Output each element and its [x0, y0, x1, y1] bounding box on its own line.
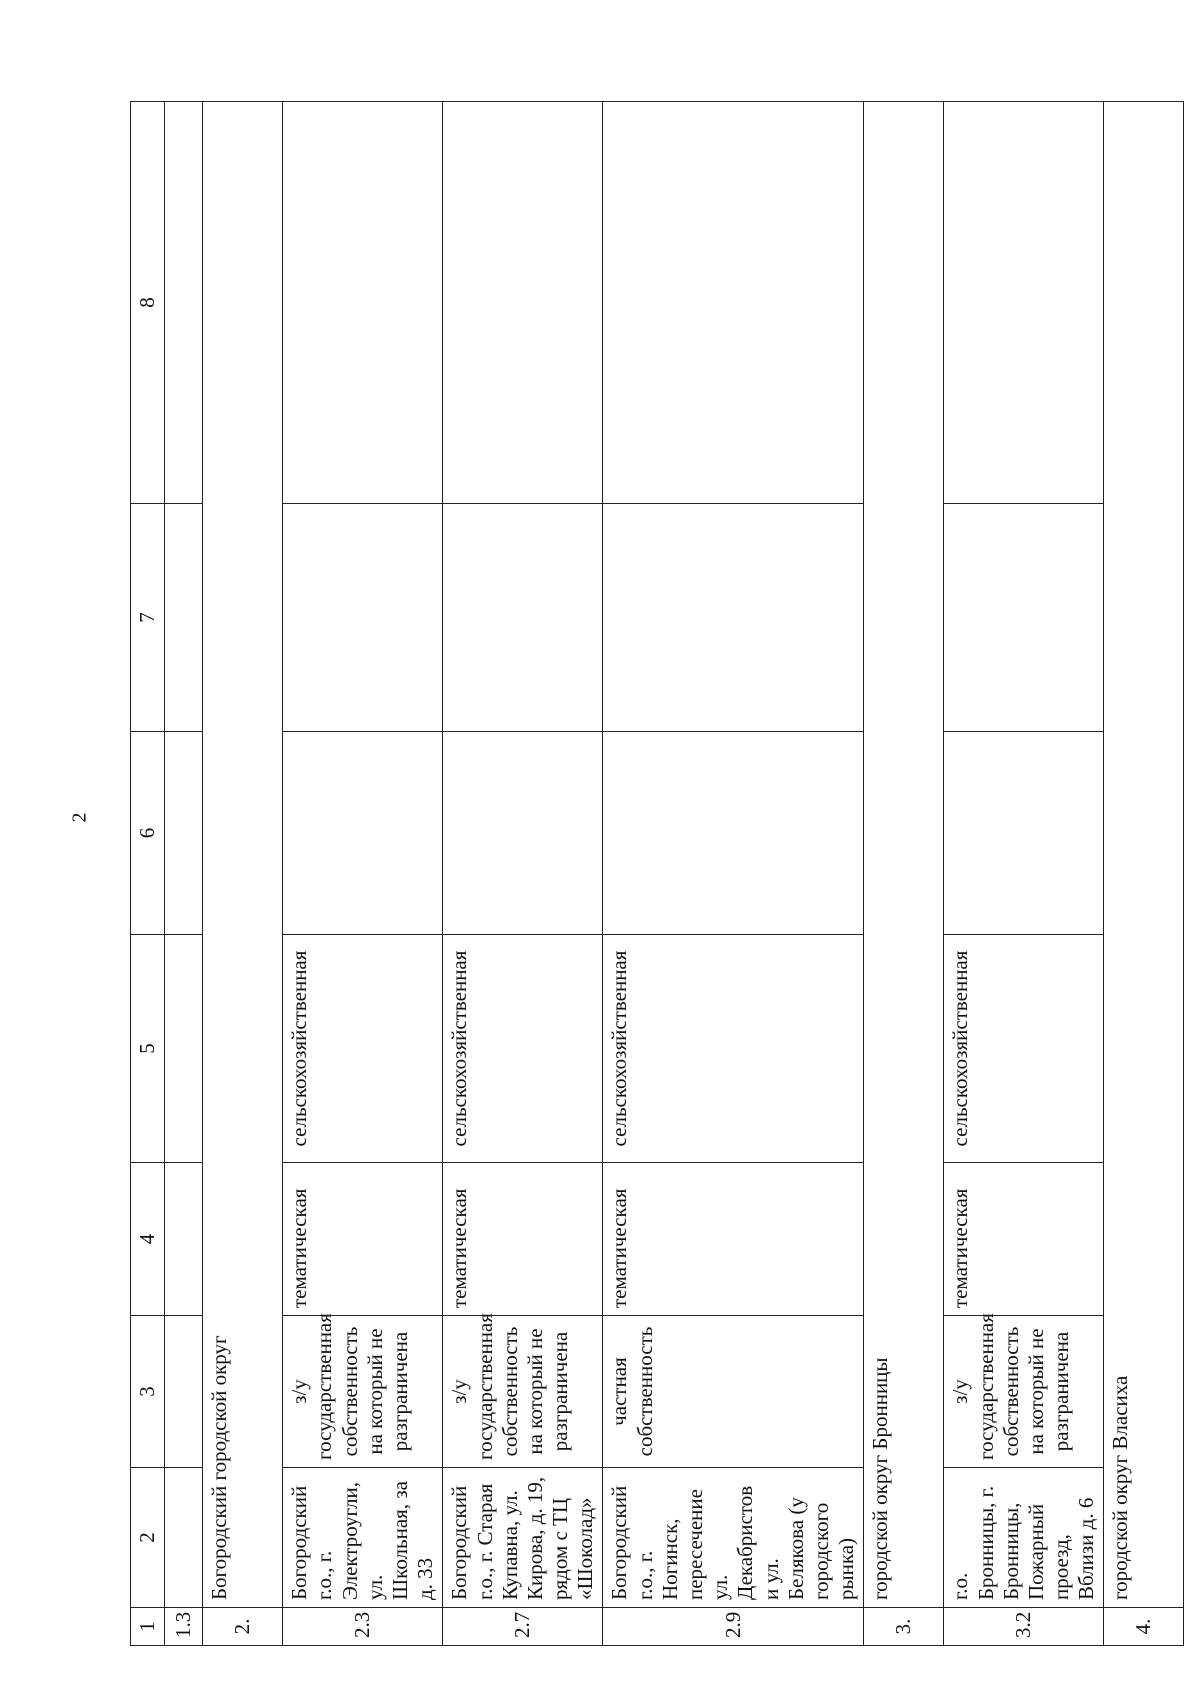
table-cell: Богородский г.о., г. Электроугли, ул. Школьная, за д. 33: [283, 1468, 443, 1608]
table-row: [165, 102, 203, 1646]
section-title: Богородский городской округ: [203, 102, 283, 1608]
table-cell: сельскохозяйственная: [944, 935, 1104, 1163]
row-number: 3.2: [944, 1608, 1104, 1646]
table-cell: частная собственность: [603, 1316, 864, 1468]
row-number: 2.3: [283, 1608, 443, 1646]
row-number: 4.: [1104, 1608, 1184, 1646]
table-cell: з/у государственная собственность на который не разграничена: [443, 1316, 603, 1468]
table-cell: [165, 1163, 203, 1316]
table-cell: з/у государственная собственность на который не разграничена: [283, 1316, 443, 1468]
section-row: [864, 102, 944, 1646]
column-header: 7: [131, 504, 165, 732]
column-header: 1: [131, 1608, 165, 1646]
row-number: 2.7: [443, 1608, 603, 1646]
table-cell: [603, 102, 864, 504]
table-cell: [165, 1468, 203, 1608]
section-row: [203, 102, 283, 1646]
column-header: 5: [131, 935, 165, 1163]
table-cell: [165, 935, 203, 1163]
table-row: [944, 102, 1104, 1646]
table-cell: [165, 504, 203, 732]
table-cell: Богородский г.о., г. Старая Купавна, ул. Кирова, д. 19, рядом с ТЦ «Шоколад»: [443, 1468, 603, 1608]
table-cell: [944, 732, 1104, 935]
table-cell: [165, 102, 203, 504]
table-cell: [944, 102, 1104, 504]
registry-table: [130, 101, 1184, 1646]
section-title: городской округ Власиха: [1104, 102, 1184, 1608]
table-cell: тематическая: [443, 1163, 603, 1316]
column-header: 4: [131, 1163, 165, 1316]
row-number: 3.: [864, 1608, 944, 1646]
table-cell: Богородский г.о., г. Ногинск, пересечение ул. Декабристов и ул. Белякова (у городского рынка): [603, 1468, 864, 1608]
table-cell: [944, 504, 1104, 732]
column-header: 3: [131, 1316, 165, 1468]
table-cell: [603, 732, 864, 935]
table-row: [603, 102, 864, 1646]
section-title: городской округ Бронницы: [864, 102, 944, 1608]
row-number: 1.3: [165, 1608, 203, 1646]
table-cell: [443, 102, 603, 504]
row-number: 2.9: [603, 1608, 864, 1646]
table-cell: [443, 504, 603, 732]
table-cell: [165, 732, 203, 935]
page-number: 2: [68, 812, 91, 823]
table-cell: г.о. Бронницы, г. Бронницы, Пожарный проезд, Вблизи д. 6: [944, 1468, 1104, 1608]
table-cell: сельскохозяйственная: [283, 935, 443, 1163]
table-cell: сельскохозяйственная: [443, 935, 603, 1163]
header-row: [131, 102, 165, 1646]
table-cell: тематическая: [603, 1163, 864, 1316]
row-number: 2.: [203, 1608, 283, 1646]
table-cell: [165, 1316, 203, 1468]
table-cell: [603, 504, 864, 732]
table-cell: [283, 732, 443, 935]
table-cell: сельскохозяйственная: [603, 935, 864, 1163]
table-row: [283, 102, 443, 1646]
table-cell: [283, 102, 443, 504]
table-cell: з/у государственная собственность на который не разграничена: [944, 1316, 1104, 1468]
table-cell: тематическая: [944, 1163, 1104, 1316]
section-row: [1104, 102, 1184, 1646]
column-header: 6: [131, 732, 165, 935]
column-header: 8: [131, 102, 165, 504]
column-header: 2: [131, 1468, 165, 1608]
table-cell: [443, 732, 603, 935]
table-row: [443, 102, 603, 1646]
table-cell: тематическая: [283, 1163, 443, 1316]
table-cell: [283, 504, 443, 732]
rotated-table-wrapper: [130, 102, 1156, 1646]
